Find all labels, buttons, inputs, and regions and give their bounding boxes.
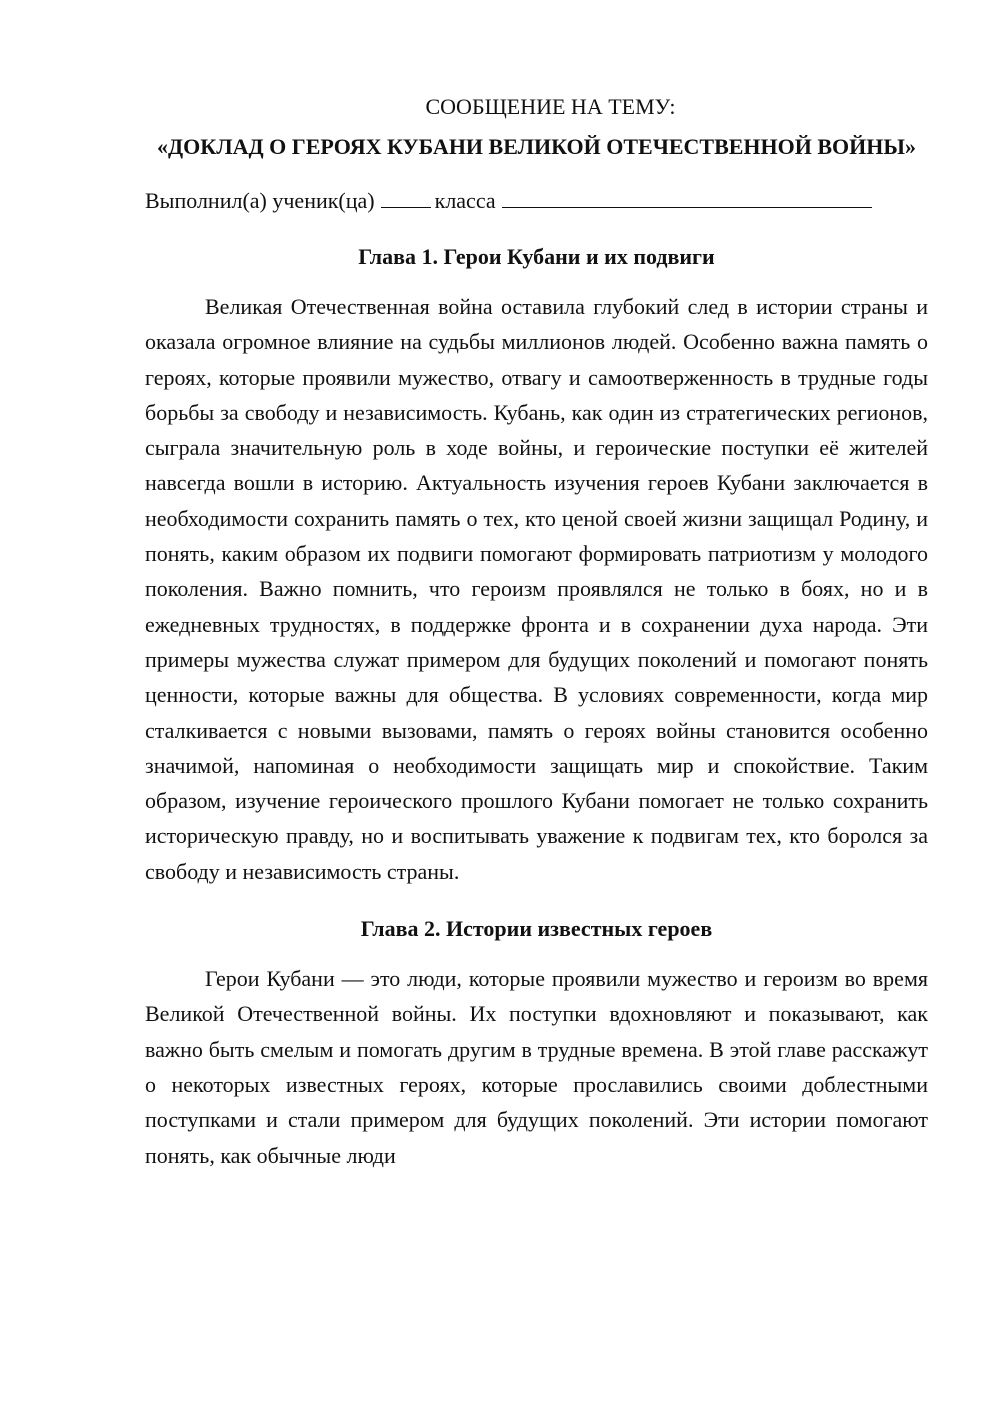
chapter-1-paragraph: Великая Отечественная война оставила глубокий след в истории страны и оказала огромное влияние на судьбы миллионов людей. Особенно важна память о героях, которые проявили мужество, отвагу и самоотверженность в трудные годы борьбы за свободу и независимость. Кубань, как один из стратегических регионов, сыграла значительную роль в ходе войны, и героические поступки её жителей навсегда вошли в историю. Актуальность изучения героев Кубани заключается в необходимости сохранить память о тех, кто ценой своей жизни защищал Родину, и понять, каким образом их подвиги помогают формировать патриотизм у молодого поколения. Важно помнить, что героизм проявлялся не только в боях, но и в ежедневных трудностях, в поддержке фронта и в сохранении духа народа. Эти примеры мужества служат примером для будущих поколений и помогают понять ценности, которые важны для общества. В условиях современности, когда мир сталкивается с новыми вызовами, память о героях войны становится особенно значимой, напоминая о необходимости защищать мир и спокойствие. Таким образом, изучение героического прошлого Кубани помогает не только сохранить историческую правду, но и воспитывать уважение к подвигам тех, кто боролся за свободу и независимость страны.: [145, 294, 928, 884]
class-number-blank: [381, 185, 431, 208]
document-page: [145, 90, 928, 1173]
student-class-label: класса: [434, 188, 496, 213]
student-info-line: [145, 184, 928, 218]
student-name-blank: [502, 185, 872, 208]
student-prefix: Выполнил(а) ученик(ца): [145, 188, 375, 213]
chapter-1-title: Глава 1. Герои Кубани и их подвиги: [358, 244, 715, 269]
document-title: «ДОКЛАД О ГЕРОЯХ КУБАНИ ВЕЛИКОЙ ОТЕЧЕСТВЕННОЙ ВОЙНЫ»: [157, 134, 916, 159]
document-subtitle: СООБЩЕНИЕ НА ТЕМУ:: [425, 94, 676, 119]
chapter-2-title: Глава 2. Истории известных героев: [360, 916, 713, 942]
chapter-2-paragraph: Герои Кубани — это люди, которые проявили мужество и героизм во время Великой Отечественной войны. Их поступки вдохновляют и показывают, как важно быть смелым и помогать другим в трудные времена. В этой главе расскажут о некоторых известных героях, которые прославились своими доблестными поступками и стали примером для будущих поколений. Эти истории помогают понять, как обычные люди: [145, 966, 928, 1168]
